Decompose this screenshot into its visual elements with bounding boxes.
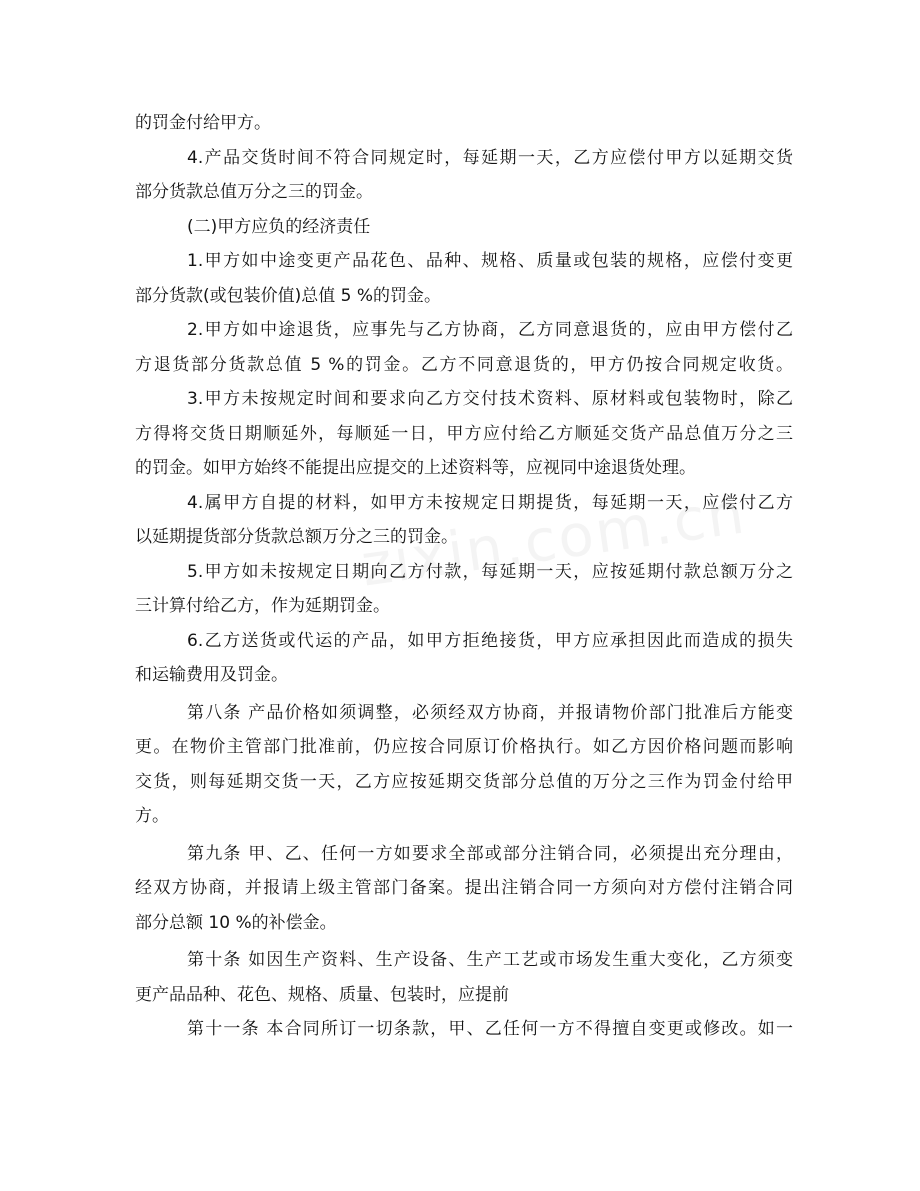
text-line: 4.属甲方自提的材料，如甲方未按规定日期提货，每延期一天，应偿付乙方 bbox=[187, 492, 793, 513]
text-line: 1.甲方如中途变更产品花色、品种、规格、质量或包装的规格，应偿付变更 bbox=[187, 251, 793, 271]
article-11-line: 第十一条 本合同所订一切条款，甲、乙任何一方不得擅自变更或修改。如一 bbox=[187, 1019, 793, 1039]
text-line: 方退货部分货款总值 5 %的罚金。乙方不同意退货的，甲方仍按合同规定收货。 bbox=[135, 354, 793, 375]
text-line: 的罚金。如甲方始终不能提出应提交的上述资料等，应视同中途退货处理。 bbox=[135, 458, 696, 478]
text-line: 的罚金付给甲方。 bbox=[135, 113, 271, 133]
article-8-line: 第八条 产品价格如须调整，必须经双方协商，并报请物价部门批准后方能变 bbox=[187, 702, 793, 723]
text-line: 经双方协商，并报请上级主管部门备案。提出注销合同一方须向对方偿付注销合同 bbox=[135, 878, 793, 898]
document-body bbox=[135, 106, 793, 1047]
section-heading: (二)甲方应负的经济责任 bbox=[187, 216, 371, 237]
text-line: 和运输费用及罚金。 bbox=[135, 665, 288, 685]
text-line: 部分总额 10 %的补偿金。 bbox=[135, 912, 337, 933]
text-line: 5.甲方如未按规定日期向乙方付款，每延期一天，应按延期付款总额万分之 bbox=[187, 561, 793, 582]
article-10-line: 第十条 如因生产资料、生产设备、生产工艺或市场发生重大变化，乙方须变 bbox=[187, 950, 793, 970]
text-line: 更。在物价主管部门批准前，仍应按合同原订价格执行。如乙方因价格问题而影响 bbox=[135, 737, 793, 757]
text-line: 方。 bbox=[135, 806, 169, 826]
text-line: 更产品品种、花色、规格、质量、包装时，应提前 bbox=[135, 984, 509, 1005]
text-line: 以延期提货部分货款总额万分之三的罚金。 bbox=[135, 527, 458, 547]
text-line: 3.甲方未按规定时间和要求向乙方交付技术资料、原材料或包装物时，除乙 bbox=[187, 389, 793, 409]
article-9-line: 第九条 甲、乙、任何一方如要求全部或部分注销合同，必须提出充分理由， bbox=[187, 843, 793, 864]
text-line: 方得将交货日期顺延外，每顺延一日，甲方应付给乙方顺延交货产品总值万分之三 bbox=[135, 423, 793, 444]
text-line: 部分货款(或包装价值)总值 5 %的罚金。 bbox=[135, 285, 442, 306]
text-line: 三计算付给乙方，作为延期罚金。 bbox=[135, 596, 390, 616]
text-line: 交货，则每延期交货一天，乙方应按延期交货部分总值的万分之三作为罚金付给甲 bbox=[135, 771, 793, 792]
text-line: 6.乙方送货或代运的产品，如甲方拒绝接货，甲方应承担因此而造成的损失 bbox=[187, 630, 793, 651]
text-line: 4.产品交货时间不符合同规定时，每延期一天，乙方应偿付甲方以延期交货 bbox=[187, 147, 793, 168]
text-line: 2.甲方如中途退货，应事先与乙方协商，乙方同意退货的，应由甲方偿付乙 bbox=[187, 320, 793, 340]
text-line: 部分货款总值万分之三的罚金。 bbox=[135, 182, 373, 202]
